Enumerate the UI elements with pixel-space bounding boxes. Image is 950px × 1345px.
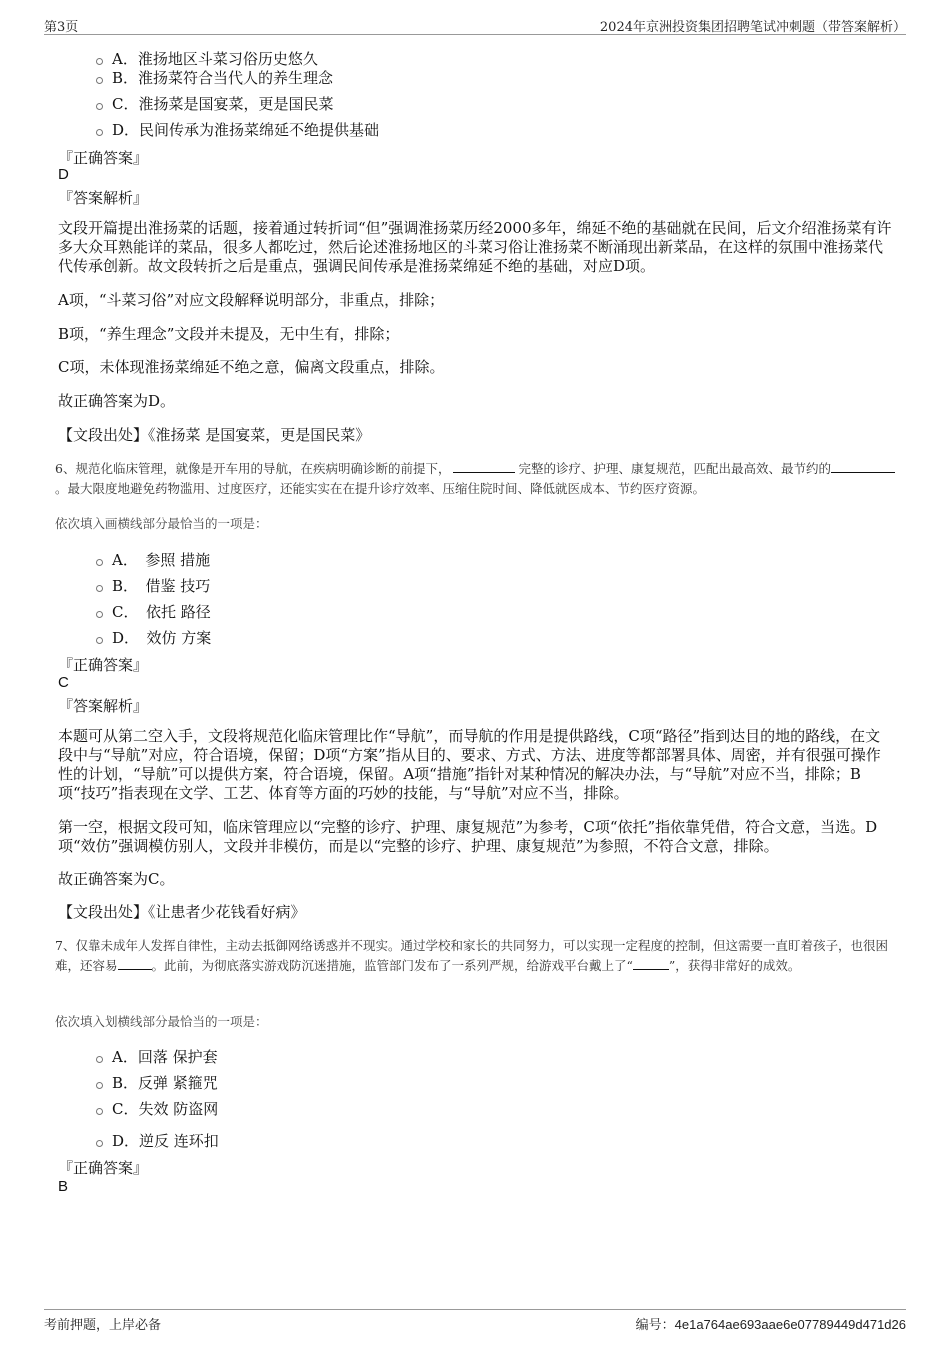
q5-analysis-a: A项，“斗菜习俗”对应文段解释说明部分，非重点，排除； xyxy=(58,291,445,309)
q7-prompt: 依次填入划横线部分最恰当的一项是： xyxy=(55,1014,268,1029)
radio-icon[interactable] xyxy=(96,611,103,618)
option-label: A． 参照 措施 xyxy=(112,551,211,569)
option-label: D．逆反 连环扣 xyxy=(112,1132,219,1150)
fill-blank xyxy=(453,460,515,473)
radio-icon[interactable] xyxy=(96,1140,103,1147)
q6-source: 【文段出处】《让患者少花钱看好病》 xyxy=(58,903,306,921)
page-number: 第3页 xyxy=(44,20,79,35)
q6-stem-part: 。最大限度地避免药物滥用、过度医疗，还能实实在在提升诊疗效率、压缩住院时间、降低就医成本、节约医疗资源。 xyxy=(55,481,706,496)
option-label: B． 借鉴 技巧 xyxy=(112,577,211,595)
q6-analysis-first-blank: 第一空，根据文段可知，临床管理应以“完整的诊疗、护理、康复规范”为参考，C项“依托”指依靠凭借，符合文意，当选。D项“效仿”强调模仿别人，文段并非模仿，而是以“完整的诊疗、护理、康复规范”为参照，不符合文意，排除。 xyxy=(58,818,878,855)
q5-analysis-c: C项，未体现淮扬菜绵延不绝之意，偏离文段重点，排除。 xyxy=(58,358,445,376)
q7-option-a[interactable] xyxy=(96,1046,218,1067)
radio-icon[interactable] xyxy=(96,103,103,110)
q5-source: 【文段出处】《淮扬菜 是国宴菜，更是国民菜》 xyxy=(58,426,371,444)
radio-icon[interactable] xyxy=(96,58,103,65)
q5-option-b[interactable] xyxy=(96,67,333,88)
fill-blank xyxy=(633,957,669,970)
option-label: D．民间传承为淮扬菜绵延不绝提供基础 xyxy=(112,121,380,139)
q7-option-c[interactable] xyxy=(96,1098,218,1119)
q7-answer-tag: 『正确答案』 xyxy=(58,1159,149,1177)
q5-analysis-tag: 『答案解析』 xyxy=(58,189,149,207)
q5-answer-tag: 『正确答案』 xyxy=(58,149,149,167)
fill-blank xyxy=(831,460,895,473)
code-label: 编号： xyxy=(635,1318,675,1333)
option-label: C．失效 防盗网 xyxy=(112,1100,219,1118)
footer-code xyxy=(636,1314,906,1333)
option-label: A．回落 保护套 xyxy=(112,1048,218,1066)
fill-blank xyxy=(118,957,152,970)
q7-answer: B xyxy=(58,1178,69,1195)
radio-icon[interactable] xyxy=(96,1082,103,1089)
code-value: 4e1a764ae693aae6e07789449d471d26 xyxy=(674,1317,906,1332)
q5-option-d[interactable] xyxy=(96,119,379,140)
q7-stem-part: ”，获得非常好的成效。 xyxy=(668,958,801,973)
q7-option-b[interactable] xyxy=(96,1072,218,1093)
q7-stem-part: 。此前，为彻底落实游戏防沉迷措施，监管部门发布了一系列严规，给游戏平台戴上了“ xyxy=(151,958,633,973)
footer-slogan: 考前押题，上岸必备 xyxy=(44,1318,162,1333)
q5-option-c[interactable] xyxy=(96,93,333,114)
q6-answer-tag: 『正确答案』 xyxy=(58,656,149,674)
q6-conclusion: 故正确答案为C。 xyxy=(58,870,175,888)
q6-stem-part: 6、规范化临床管理，就像是开车用的导航，在疾病明确诊断的前提下， xyxy=(55,461,451,476)
q6-option-d[interactable] xyxy=(96,627,211,648)
q6-option-b[interactable] xyxy=(96,575,210,596)
option-label: B．反弹 紧箍咒 xyxy=(112,1074,218,1092)
q6-option-c[interactable] xyxy=(96,601,211,622)
q6-prompt: 依次填入画横线部分最恰当的一项是： xyxy=(55,516,268,531)
radio-icon[interactable] xyxy=(96,559,103,566)
q7-stem-part: 7、仅靠未成年人发挥自律性，主动去抵御网络诱惑并不现实。通过学校和家长的共同努力，可以实现一定程度的控制，但这需要一直盯着孩子，也很困难，还容易 xyxy=(55,938,888,973)
q5-answer: D xyxy=(58,166,69,183)
q5-analysis-b: B项，“养生理念”文段并未提及，无中生有，排除； xyxy=(58,325,400,343)
radio-icon[interactable] xyxy=(96,129,103,136)
option-label: B．淮扬菜符合当代人的养生理念 xyxy=(112,69,334,87)
radio-icon[interactable] xyxy=(96,1108,103,1115)
radio-icon[interactable] xyxy=(96,77,103,84)
q6-answer: C xyxy=(58,674,69,691)
option-label: A．淮扬地区斗菜习俗历史悠久 xyxy=(112,50,318,68)
q7-option-d[interactable] xyxy=(96,1130,219,1151)
q5-option-a[interactable] xyxy=(96,48,318,69)
option-label: C．淮扬菜是国宴菜，更是国民菜 xyxy=(112,95,334,113)
radio-icon[interactable] xyxy=(96,637,103,644)
option-label: C． 依托 路径 xyxy=(112,603,211,621)
q6-stem xyxy=(55,459,895,499)
q7-stem xyxy=(55,936,895,976)
q6-analysis-tag: 『答案解析』 xyxy=(58,697,149,715)
q6-stem-part: 完整的诊疗、护理、康复规范，匹配出最高效、最节约的 xyxy=(518,461,831,476)
header-divider xyxy=(44,34,906,35)
document-title: 2024年京洲投资集团招聘笔试冲刺题（带答案解析） xyxy=(599,20,906,35)
footer-divider xyxy=(44,1309,906,1310)
q5-conclusion: 故正确答案为D。 xyxy=(58,392,176,410)
radio-icon[interactable] xyxy=(96,585,103,592)
q6-analysis-main: 本题可从第二空入手，文段将规范化临床管理比作“导航”，而导航的作用是提供路线，C项“路径”指到达目的地的路线，在文段中与“导航”对应，符合语境，保留；D项“方案”指从目的、要求、方式、方法、进度等都部署具体、周密，并有很强可操作性的计划，“导航”可以提供方案，符合语境，保留。A项“措施”指针对某种情况的解决办法，与“导航”对应不当，排除；B项“技巧”指表现在文学、工艺、体育等方面的巧妙的技能，与“导航”对应不当，排除。 xyxy=(58,727,881,802)
option-label: D． 效仿 方案 xyxy=(112,629,212,647)
radio-icon[interactable] xyxy=(96,1056,103,1063)
q5-analysis-main: 文段开篇提出淮扬菜的话题，接着通过转折词“但”强调淮扬菜历经2000多年，绵延不绝的基础就在民间，后文介绍淮扬菜有许多大众耳熟能详的菜品，很多人都吃过，然后论述淮扬地区的斗菜习俗让淮扬菜不断涌现出新菜品，在这样的氛围中淮扬菜代代传承创新。故文段转折之后是重点，强调民间传承是淮扬菜绵延不绝的基础，对应D项。 xyxy=(58,219,892,275)
q6-option-a[interactable] xyxy=(96,549,210,570)
